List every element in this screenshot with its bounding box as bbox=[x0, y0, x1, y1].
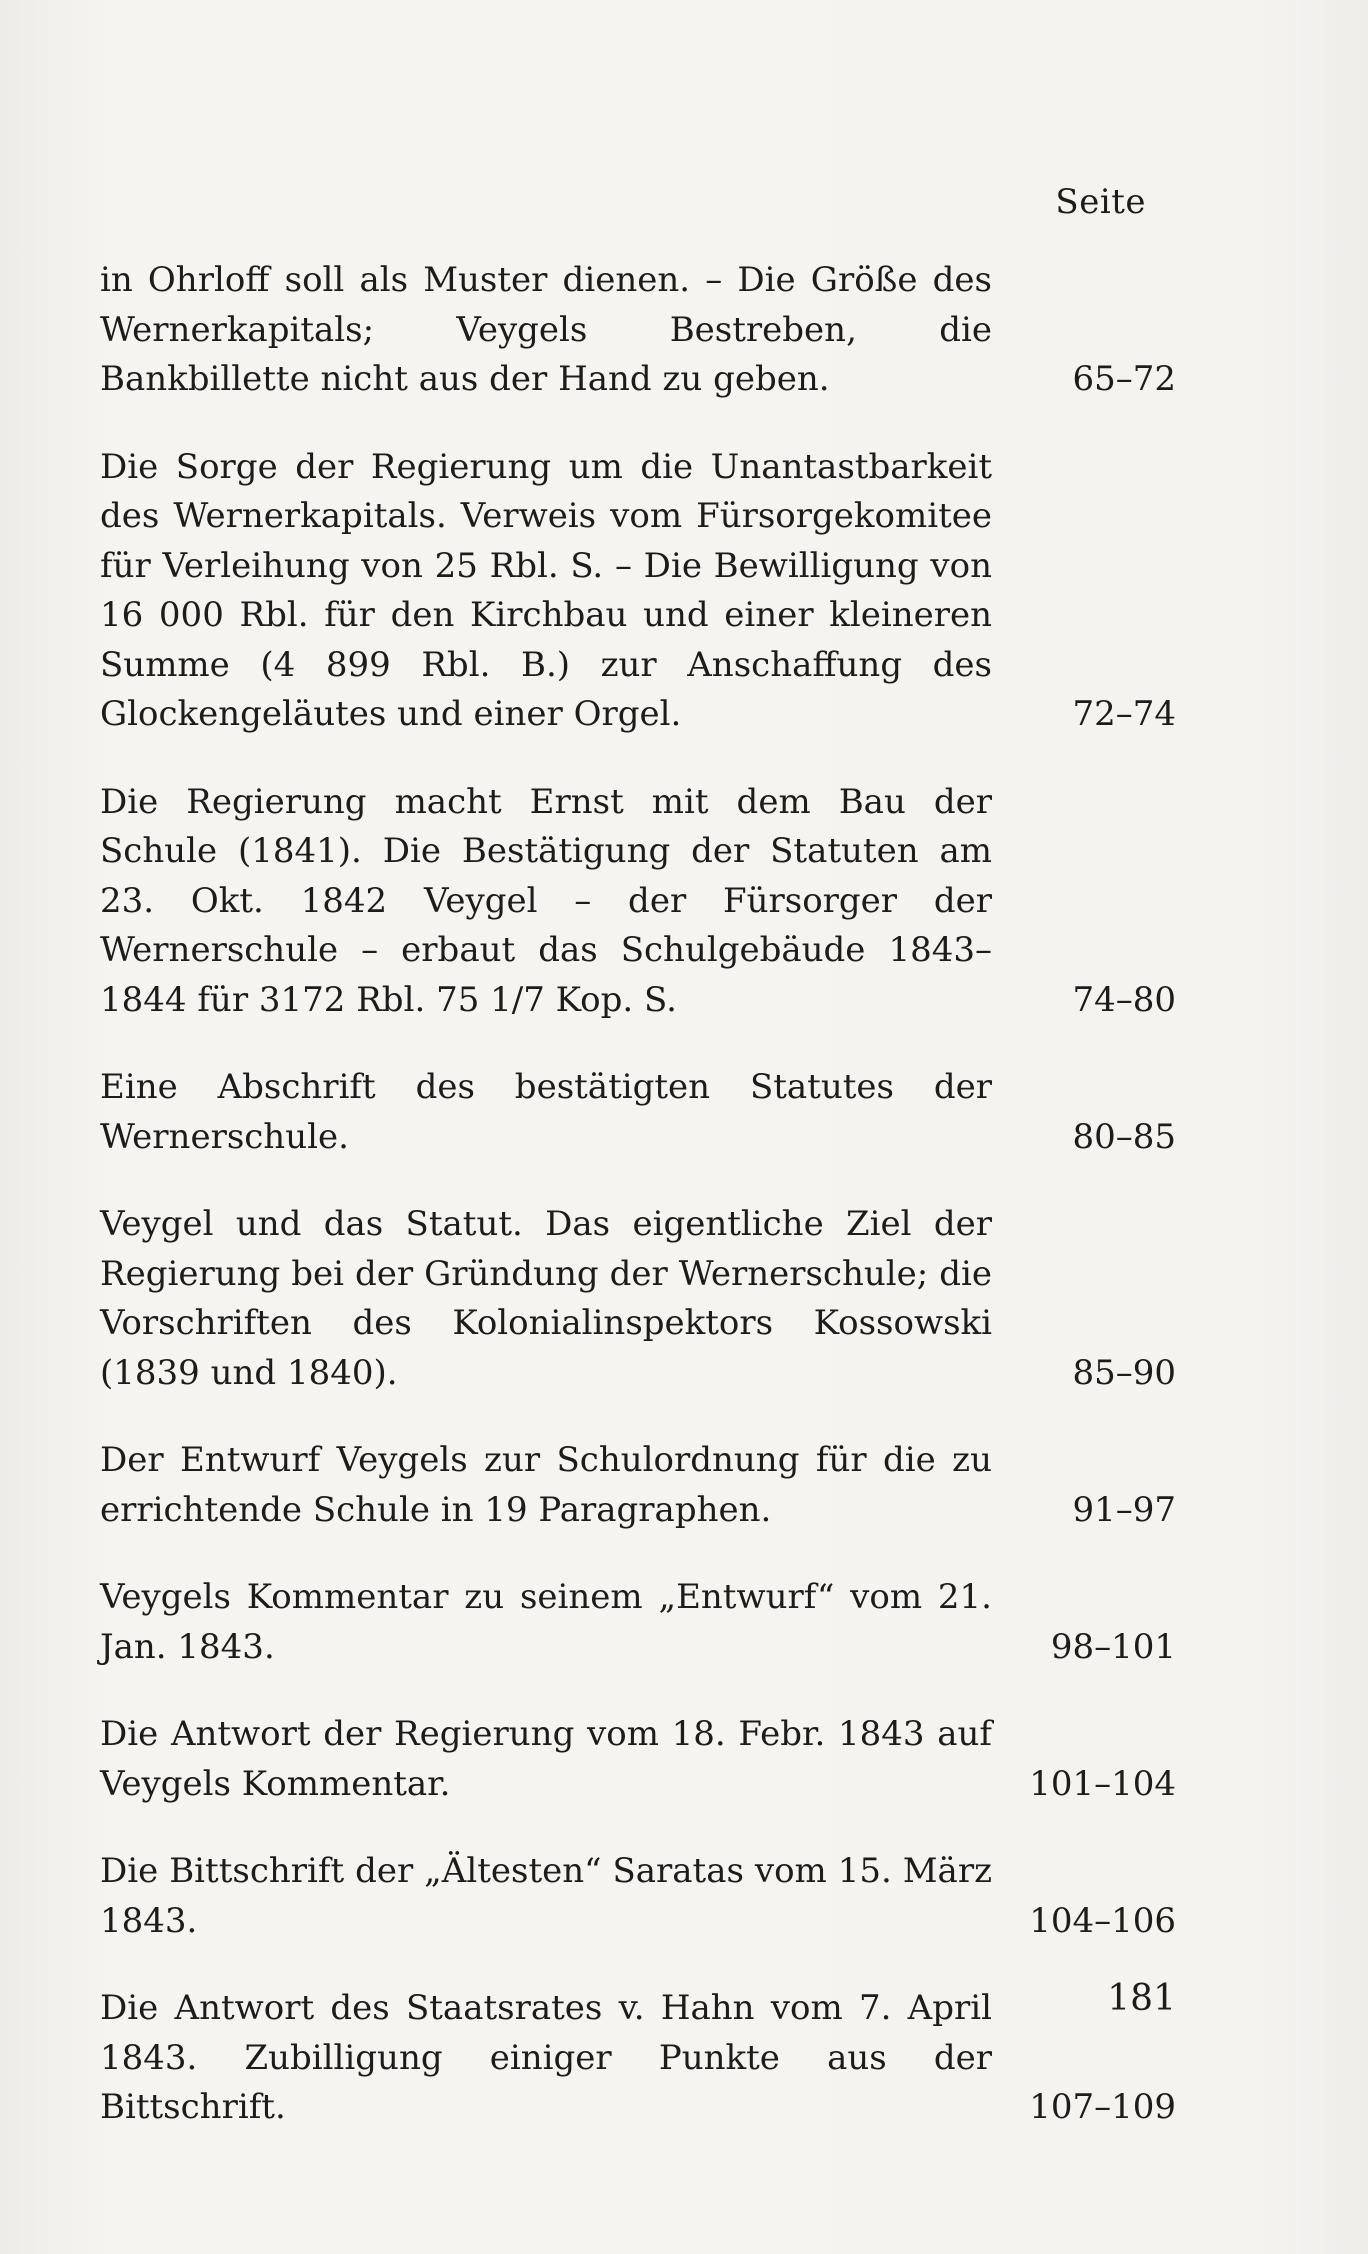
toc-entry-text: Eine Abschrift des bestätigten Statutes der Wernerschule. bbox=[100, 1067, 992, 1157]
toc-entry-pages: 91–97 bbox=[1072, 1489, 1176, 1530]
toc-entry bbox=[100, 256, 1176, 405]
toc-entry-pages: 74–80 bbox=[1072, 979, 1176, 1020]
toc-entry-text: Der Entwurf Veygels zur Schulordnung für die zu errichtende Schule in 19 Paragraphen. bbox=[100, 1440, 992, 1530]
toc-entry-text: Die Sorge der Regierung um die Unantastbarkeit des Wernerkapitals. Verweis vom Fürsorgekomitee für Verleihung von 25 Rbl. S. – Die Bewilligung von 16 000 Rbl. für den Kirchbau und einer kleineren Summe (4 899 Rbl. B.) zur Anschaffung des Glockengeläutes und einer Orgel. bbox=[100, 446, 992, 734]
toc-entry-text: Die Regierung macht Ernst mit dem Bau der Schule (1841). Die Bestätigung der Statuten am 23. Okt. 1842 Veygel – der Fürsorger der Wernerschule – erbaut das Schulgebäude 1843–1844 für 3172 Rbl. 75 1/7 Kop. S. bbox=[100, 781, 992, 1020]
toc-entry bbox=[100, 1847, 1176, 1946]
toc-entry-text: in Ohrloff soll als Muster dienen. – Die Größe des Wernerkapitals; Veygels Bestreben, die Bankbillette nicht aus der Hand zu geben. bbox=[100, 260, 992, 399]
toc-entry bbox=[100, 1984, 1176, 2133]
page-number: 181 bbox=[1107, 1978, 1176, 2019]
toc-entry bbox=[100, 1573, 1176, 1672]
toc-entry bbox=[100, 778, 1176, 1026]
page-column-header: Seite bbox=[1055, 182, 1146, 222]
toc-entry-text: Veygel und das Statut. Das eigentliche Ziel der Regierung bei der Gründung der Wernerschule; die Vorschriften des Kolonialinspektors Kossowski (1839 und 1840). bbox=[100, 1204, 992, 1393]
toc-entry bbox=[100, 1200, 1176, 1398]
toc-entry bbox=[100, 1063, 1176, 1162]
toc-entry-text: Die Antwort der Regierung vom 18. Febr. 1843 auf Veygels Kommentar. bbox=[100, 1714, 992, 1804]
toc-entry-pages: 104–106 bbox=[1029, 1900, 1176, 1941]
toc-entry bbox=[100, 443, 1176, 740]
toc-entry-text: Die Antwort des Staatsrates v. Hahn vom 7. April 1843. Zubilligung einiger Punkte aus der Bittschrift. bbox=[100, 1988, 992, 2127]
toc-entry-pages: 80–85 bbox=[1072, 1116, 1176, 1157]
toc-entry-pages: 98–101 bbox=[1050, 1626, 1176, 1667]
toc-entry-pages: 65–72 bbox=[1072, 359, 1176, 399]
toc-entry-text: Veygels Kommentar zu seinem „Entwurf“ vom 21. Jan. 1843. bbox=[100, 1577, 992, 1667]
toc-entry-pages: 107–109 bbox=[1029, 2087, 1176, 2127]
toc-entry bbox=[100, 1436, 1176, 1535]
toc-entry bbox=[100, 1710, 1176, 1809]
toc-entries bbox=[100, 256, 1176, 2171]
toc-entry-pages: 101–104 bbox=[1029, 1763, 1176, 1804]
toc-entry-pages: 72–74 bbox=[1072, 694, 1176, 734]
toc-entry-pages: 85–90 bbox=[1072, 1352, 1176, 1393]
toc-entry-text: Die Bittschrift der „Ältesten“ Saratas vom 15. März 1843. bbox=[100, 1851, 992, 1941]
